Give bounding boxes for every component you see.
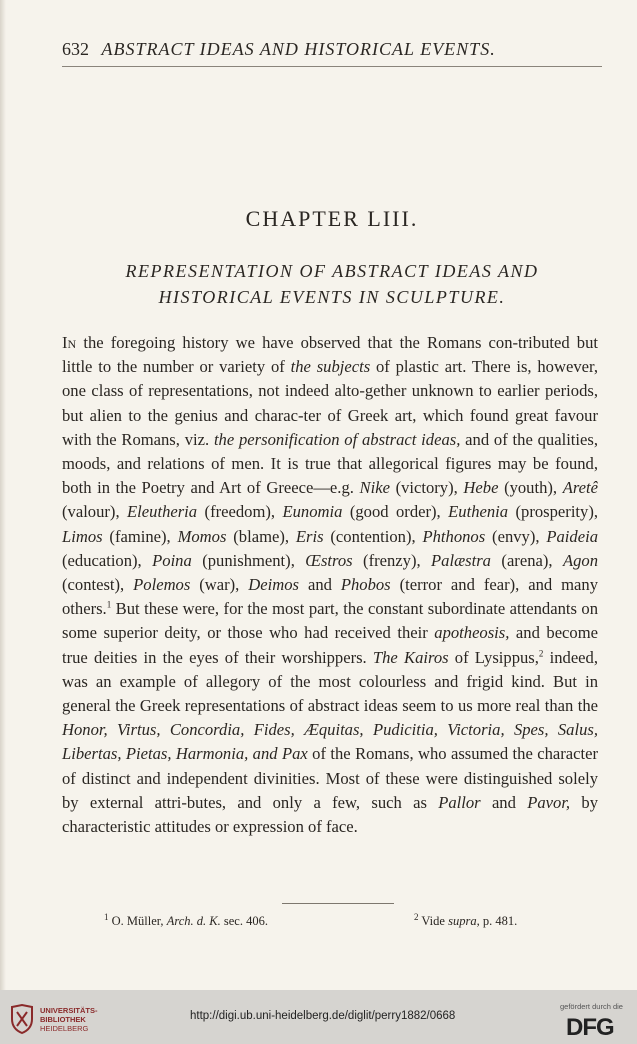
body-segment: (prosperity), [508,502,599,522]
footnote-1 [104,913,268,929]
footnote-2-text-b: supra, [448,914,480,928]
body-segment: Momos [177,526,227,546]
body-segment: (victory), [389,478,464,498]
body-segment: (arena), [490,550,563,570]
footnote-rule [282,903,394,904]
body-segment: and [299,575,341,595]
library-name-line-3: HEIDELBERG [40,1024,89,1033]
body-segment: Honor, Virtus, Concordia, Fides, Æquitas, Pudicitia, Victoria, Spes, Salus, Libertas, Pietas, Harmonia, and Pax [62,720,598,764]
body-segment: and of the qualities, moods, and relations of men. It is true that allegorical figures may be found, both in the Poetry and Art of Greece—e.g. [62,429,598,498]
chapter-subtitle [62,258,602,310]
header-rule [62,66,602,67]
body-segment: (contest), [62,575,134,595]
footnote-1-text-c: sec. 406. [220,914,268,928]
body-segment: 1 [106,599,112,610]
body-segment: of Lysippus, [448,647,539,667]
body-segment: (punishment), [191,550,306,570]
body-segment: (youth), [498,478,563,498]
body-segment: Phthonos [422,526,486,546]
body-segment: Aretê [562,478,599,498]
body-segment: Hebe [463,478,499,498]
body-segment: of plastic art. There is, however, one class of representations, not indeed alto-gether unknown to earlier periods, but alien to the genius and charac-ter of Greek art, which found great favour with the Romans, viz. [62,357,598,449]
body-segment: indeed, was an example of allegory of the most colourless and frigid kind. But in general the Greek representations of abstract ideas seem to us more real than the [62,647,598,716]
footnote-1-text-b: Arch. d. K. [166,914,221,928]
running-title: ABSTRACT IDEAS AND HISTORICAL EVENTS. [101,39,496,59]
library-seal-icon [8,1003,36,1035]
body-segment: the foregoing history we have observed that the Romans con-tributed but little to the number or variety of [62,333,598,377]
body-segment: (envy), [485,526,547,546]
body-segment: by characteristic attitudes or expression of face. [62,792,598,837]
body-segment: and [480,792,528,812]
body-segment: (terror and fear), and many others. [62,575,598,619]
body-segment: Phobos [340,575,391,595]
body-text [62,331,598,839]
body-paragraph [62,331,598,839]
body-segment: Limos [62,526,103,546]
body-segment: Nike [359,478,390,498]
body-segment: But these were, for the most part, the constant subordinate attendants on some superior deity, or those who had received their [62,599,598,643]
footnote-2 [414,913,517,929]
dfg-logo: DFG [566,1014,614,1041]
body-segment: the subjects [290,357,371,377]
footnote-2-text-c: p. 481. [479,914,518,928]
body-segment: Poina [152,550,192,570]
body-segment: Deimos [248,575,299,595]
body-segment: Eris [295,526,324,546]
footnote-2-mark: 2 [414,911,419,922]
body-segment: (good order), [342,502,449,522]
running-header [62,38,602,60]
footnote-1-mark: 1 [104,911,109,922]
body-segment: apotheosis, [434,623,510,643]
library-name-line-1: UNIVERSITÄTS- [40,1006,98,1015]
body-segment: (frenzy), [352,550,432,570]
body-segment: Pavor, [527,792,571,812]
body-segment: (education), [62,550,153,570]
body-segment: Eunomia [282,502,343,522]
body-segment: Pallor [438,792,481,812]
body-segment: (valour), [62,502,128,522]
library-name-line-2: BIBLIOTHEK [40,1015,86,1024]
page-number: 632 [62,39,89,59]
body-segment: (freedom), [197,502,283,522]
body-segment: Agon [562,550,598,570]
body-segment: The Kairos [372,647,449,667]
body-segment: and become true deities in the eyes of their worshippers. [62,623,598,667]
body-segment: Paideia [546,526,598,546]
body-segment: (war), [190,575,249,595]
body-segment: Œstros [305,550,353,570]
body-segment: Eleutheria [127,502,198,522]
body-segment: In [62,333,77,352]
footnote-1-text-a: O. Müller, [111,914,167,928]
body-segment: Palæstra [431,550,491,570]
footnote-2-text-a: Vide [421,914,449,928]
body-segment: Polemos [133,575,191,595]
body-segment: (famine), [102,526,178,546]
body-segment: the personification of abstract ideas, [213,429,461,449]
library-name [40,1006,98,1033]
funded-by-label: gefördert durch die [560,1002,623,1011]
chapter-subtitle-line-2: HISTORICAL EVENTS IN SCULPTURE. [158,287,506,307]
body-segment: 2 [538,648,544,659]
body-segment: (blame), [226,526,296,546]
body-segment: of the Romans, who assumed the character of distinct and independent divinities. Most of these were distinguished solely by external attri-butes, and only a few, such as [62,744,598,812]
chapter-subtitle-line-1: REPRESENTATION OF ABSTRACT IDEAS AND [125,261,539,281]
permalink-url[interactable]: http://digi.ub.uni-heidelberg.de/diglit/perry1882/0668 [190,1010,456,1022]
chapter-heading: CHAPTER LIII. [245,206,419,231]
body-segment: Euthenia [448,502,509,522]
body-segment: (contention), [323,526,423,546]
